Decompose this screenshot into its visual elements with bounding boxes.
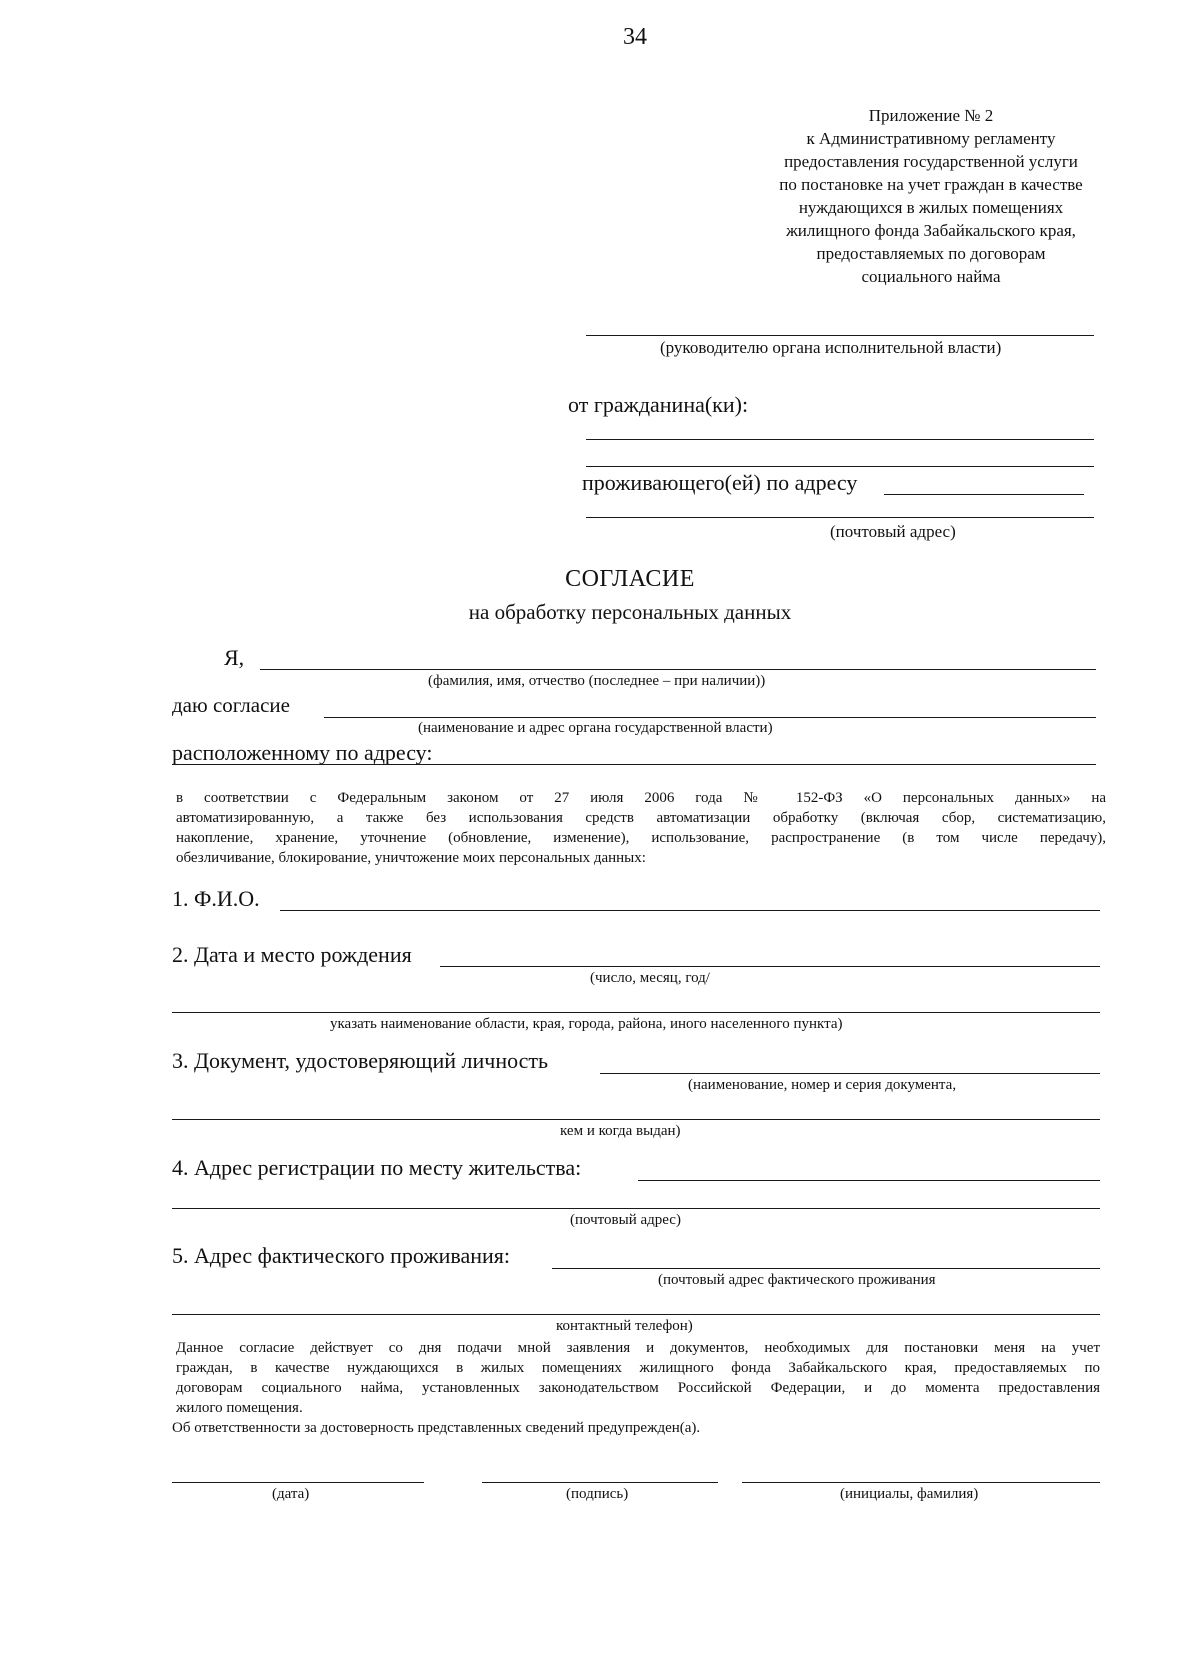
item-reg-address-line[interactable] [638,1180,1100,1181]
fio-line[interactable] [260,669,1096,670]
appendix-block [704,104,1158,288]
validity-paragraph-line: граждан, в качестве нуждающихся в жилых помещениях жилищного фонда Забайкальского края, предоставляемых по [176,1360,1100,1376]
item-fio-line[interactable] [280,910,1100,911]
law-paragraph [176,788,1106,868]
postal-address-hint: (почтовый адрес) [830,522,956,541]
item-birth-hint-1: (число, месяц, год/ [590,970,710,986]
residing-label: проживающего(ей) по адресу [582,470,858,495]
date-hint: (дата) [272,1486,310,1502]
item-reg-address-line-2[interactable] [172,1208,1100,1209]
item-id-doc-issued-line[interactable] [172,1119,1100,1120]
initials-hint: (инициалы, фамилия) [840,1486,979,1502]
item-id-doc-label: 3. Документ, удостоверяющий личность [172,1048,549,1073]
item-reg-address-label: 4. Адрес регистрации по месту жительства: [172,1155,582,1180]
item-birth-place-line[interactable] [172,1012,1100,1013]
i-label: Я, [224,645,245,670]
item-birth-hint-2: указать наименование области, края, города, района, иного населенного пункта) [330,1016,843,1032]
item-contact-phone-line[interactable] [172,1314,1100,1315]
signature-line[interactable] [482,1482,718,1483]
citizen-name-line-2[interactable] [586,466,1094,467]
appendix-line: к Административному регламенту [806,129,1056,148]
document-title: СОГЛАСИЕ [565,566,695,592]
item-actual-address-line[interactable] [552,1268,1100,1269]
appendix-line: жилищного фонда Забайкальского края, [786,221,1076,240]
item-actual-address-hint-2: контактный телефон) [556,1318,693,1334]
citizen-name-line-1[interactable] [586,439,1094,440]
date-line[interactable] [172,1482,424,1483]
addressee-hint: (руководителю органа исполнительной власти) [660,338,1002,357]
validity-paragraph-line: жилого помещения. [176,1400,303,1416]
law-paragraph-line: накопление, хранение, уточнение (обновление, изменение), использование, распространение (в том числе передачу), [176,830,1106,846]
law-paragraph-line: автоматизированную, а также без использования средств автоматизации обработку (включая сбор, систематизацию, [176,810,1106,826]
appendix-line: предоставления государственной услуги [784,152,1078,171]
appendix-line: нуждающихся в жилых помещениях [798,198,1064,217]
appendix-line: социального найма [861,267,1001,286]
document-subtitle: на обработку персональных данных [468,600,792,624]
item-actual-address-label: 5. Адрес фактического проживания: [172,1243,510,1268]
validity-paragraph-line: Данное согласие действует со дня подачи мной заявления и документов, необходимых для постановки меня на учет [176,1340,1100,1356]
item-id-doc-line[interactable] [600,1073,1100,1074]
item-id-doc-hint-2: кем и когда выдан) [560,1123,681,1139]
authority-hint: (наименование и адрес органа государственной власти) [418,720,773,736]
law-paragraph-line: в соответствии с Федеральным законом от 27 июля 2006 года № 152-ФЗ «О персональных данных» на [176,790,1106,806]
authority-line[interactable] [324,717,1096,718]
initials-line[interactable] [742,1482,1100,1483]
appendix-line: по постановке на учет граждан в качестве [779,175,1083,194]
item-birth-date-line[interactable] [440,966,1100,967]
item-actual-address-hint-1: (почтовый адрес фактического проживания [658,1272,936,1288]
item-fio-label: 1. Ф.И.О. [172,886,260,911]
page-number: 34 [623,24,647,50]
item-reg-address-hint: (почтовый адрес) [570,1212,681,1228]
located-line[interactable] [172,764,1096,765]
fio-hint: (фамилия, имя, отчество (последнее – при наличии)) [428,673,766,689]
appendix-line: предоставляемых по договорам [816,244,1046,263]
item-birth-label: 2. Дата и место рождения [172,942,412,967]
from-citizen-label: от гражданина(ки): [568,392,749,417]
validity-paragraph-line: договорам социального найма, установленных законодательством Российской Федерации, и до момента предоставления [176,1380,1100,1396]
give-consent-label: даю согласие [172,693,290,717]
appendix-line: Приложение № 2 [868,106,994,125]
law-paragraph-line: обезличивание, блокирование, уничтожение моих персональных данных: [176,850,646,866]
validity-paragraph [176,1338,1100,1418]
item-id-doc-hint-1: (наименование, номер и серия документа, [688,1077,957,1093]
residing-address-line[interactable] [884,494,1084,495]
located-label: расположенному по адресу: [172,740,433,765]
addressee-line[interactable] [586,335,1094,336]
signature-hint: (подпись) [566,1486,629,1502]
responsibility-note: Об ответственности за достоверность представленных сведений предупрежден(а). [172,1420,701,1436]
postal-address-line[interactable] [586,517,1094,518]
